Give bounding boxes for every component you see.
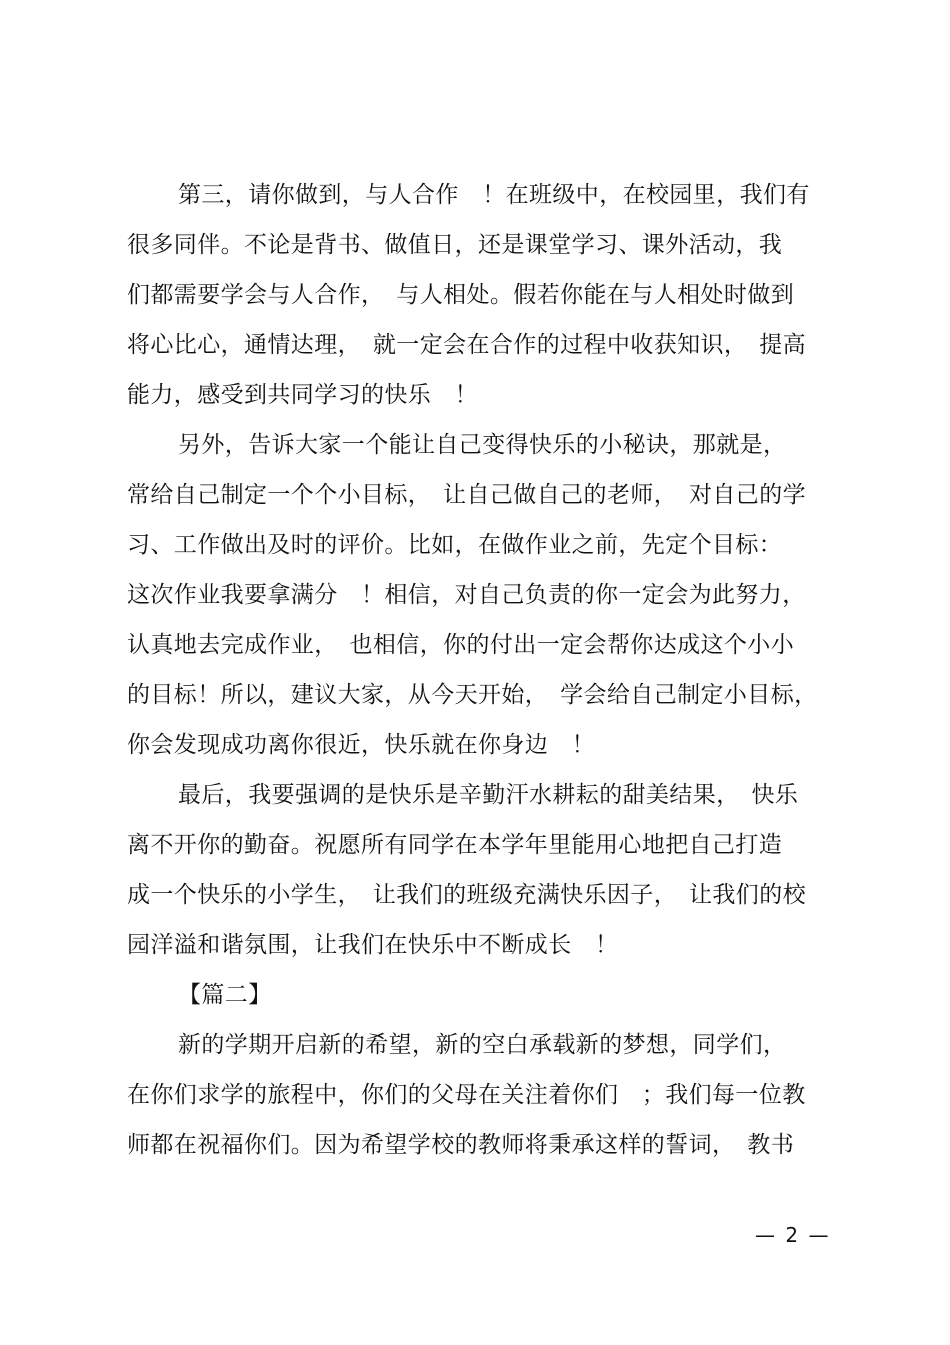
text-line: 习、工作做出及时的评价。比如，在做作业之前，先定个目标： [127,532,783,558]
text-line: 师都在祝福你们。因为希望学校的教师将秉承这样的誓词， 教书 [127,1132,795,1158]
text-line: 在你们求学的旅程中，你们的父母在关注着你们 ；我们每一位教 [127,1082,806,1108]
text-line: 离不开你的勤奋。祝愿所有同学在本学年里能用心地把自己打造 [127,832,783,858]
text-line: 第三，请你做到，与人合作 ！在班级中，在校园里，我们有 [178,182,810,208]
text-line: 成一个快乐的小学生， 让我们的班级充满快乐因子， 让我们的校 [127,882,806,908]
section-heading: 【篇二】 [178,982,272,1008]
text-line: 你会发现成功离你很近，快乐就在你身边 ！ [127,732,595,758]
text-line: 很多同伴。不论是背书、做值日，还是课堂学习、课外活动，我 [127,232,783,258]
text-line: 最后，我要强调的是快乐是辛勤汗水耕耘的甜美结果， 快乐 [178,782,799,808]
text-line: 园洋溢和谐氛围，让我们在快乐中不断成长 ！ [127,932,619,958]
text-line: 的目标！所以，建议大家，从今天开始， 学会给自己制定小目标， [127,682,818,708]
text-line: 能力，感受到共同学习的快乐 ！ [127,382,478,408]
text-line: 另外，告诉大家一个能让自己变得快乐的小秘诀，那就是， [178,432,787,458]
text-line: 将心比心，通情达理， 就一定会在合作的过程中收获知识， 提高 [127,332,806,358]
text-line: 新的学期开启新的希望，新的空白承载新的梦想，同学们， [178,1032,787,1058]
text-line: 们都需要学会与人合作， 与人相处。假若你能在与人相处时做到 [127,282,795,308]
text-line: 常给自己制定一个个小目标， 让自己做自己的老师， 对自己的学 [127,482,806,508]
page-number: — 2 — [755,1223,831,1247]
text-line: 认真地去完成作业， 也相信，你的付出一定会帮你达成这个小小 [127,632,795,658]
text-line: 这次作业我要拿满分 ！相信，对自己负责的你一定会为此努力， [127,582,806,608]
